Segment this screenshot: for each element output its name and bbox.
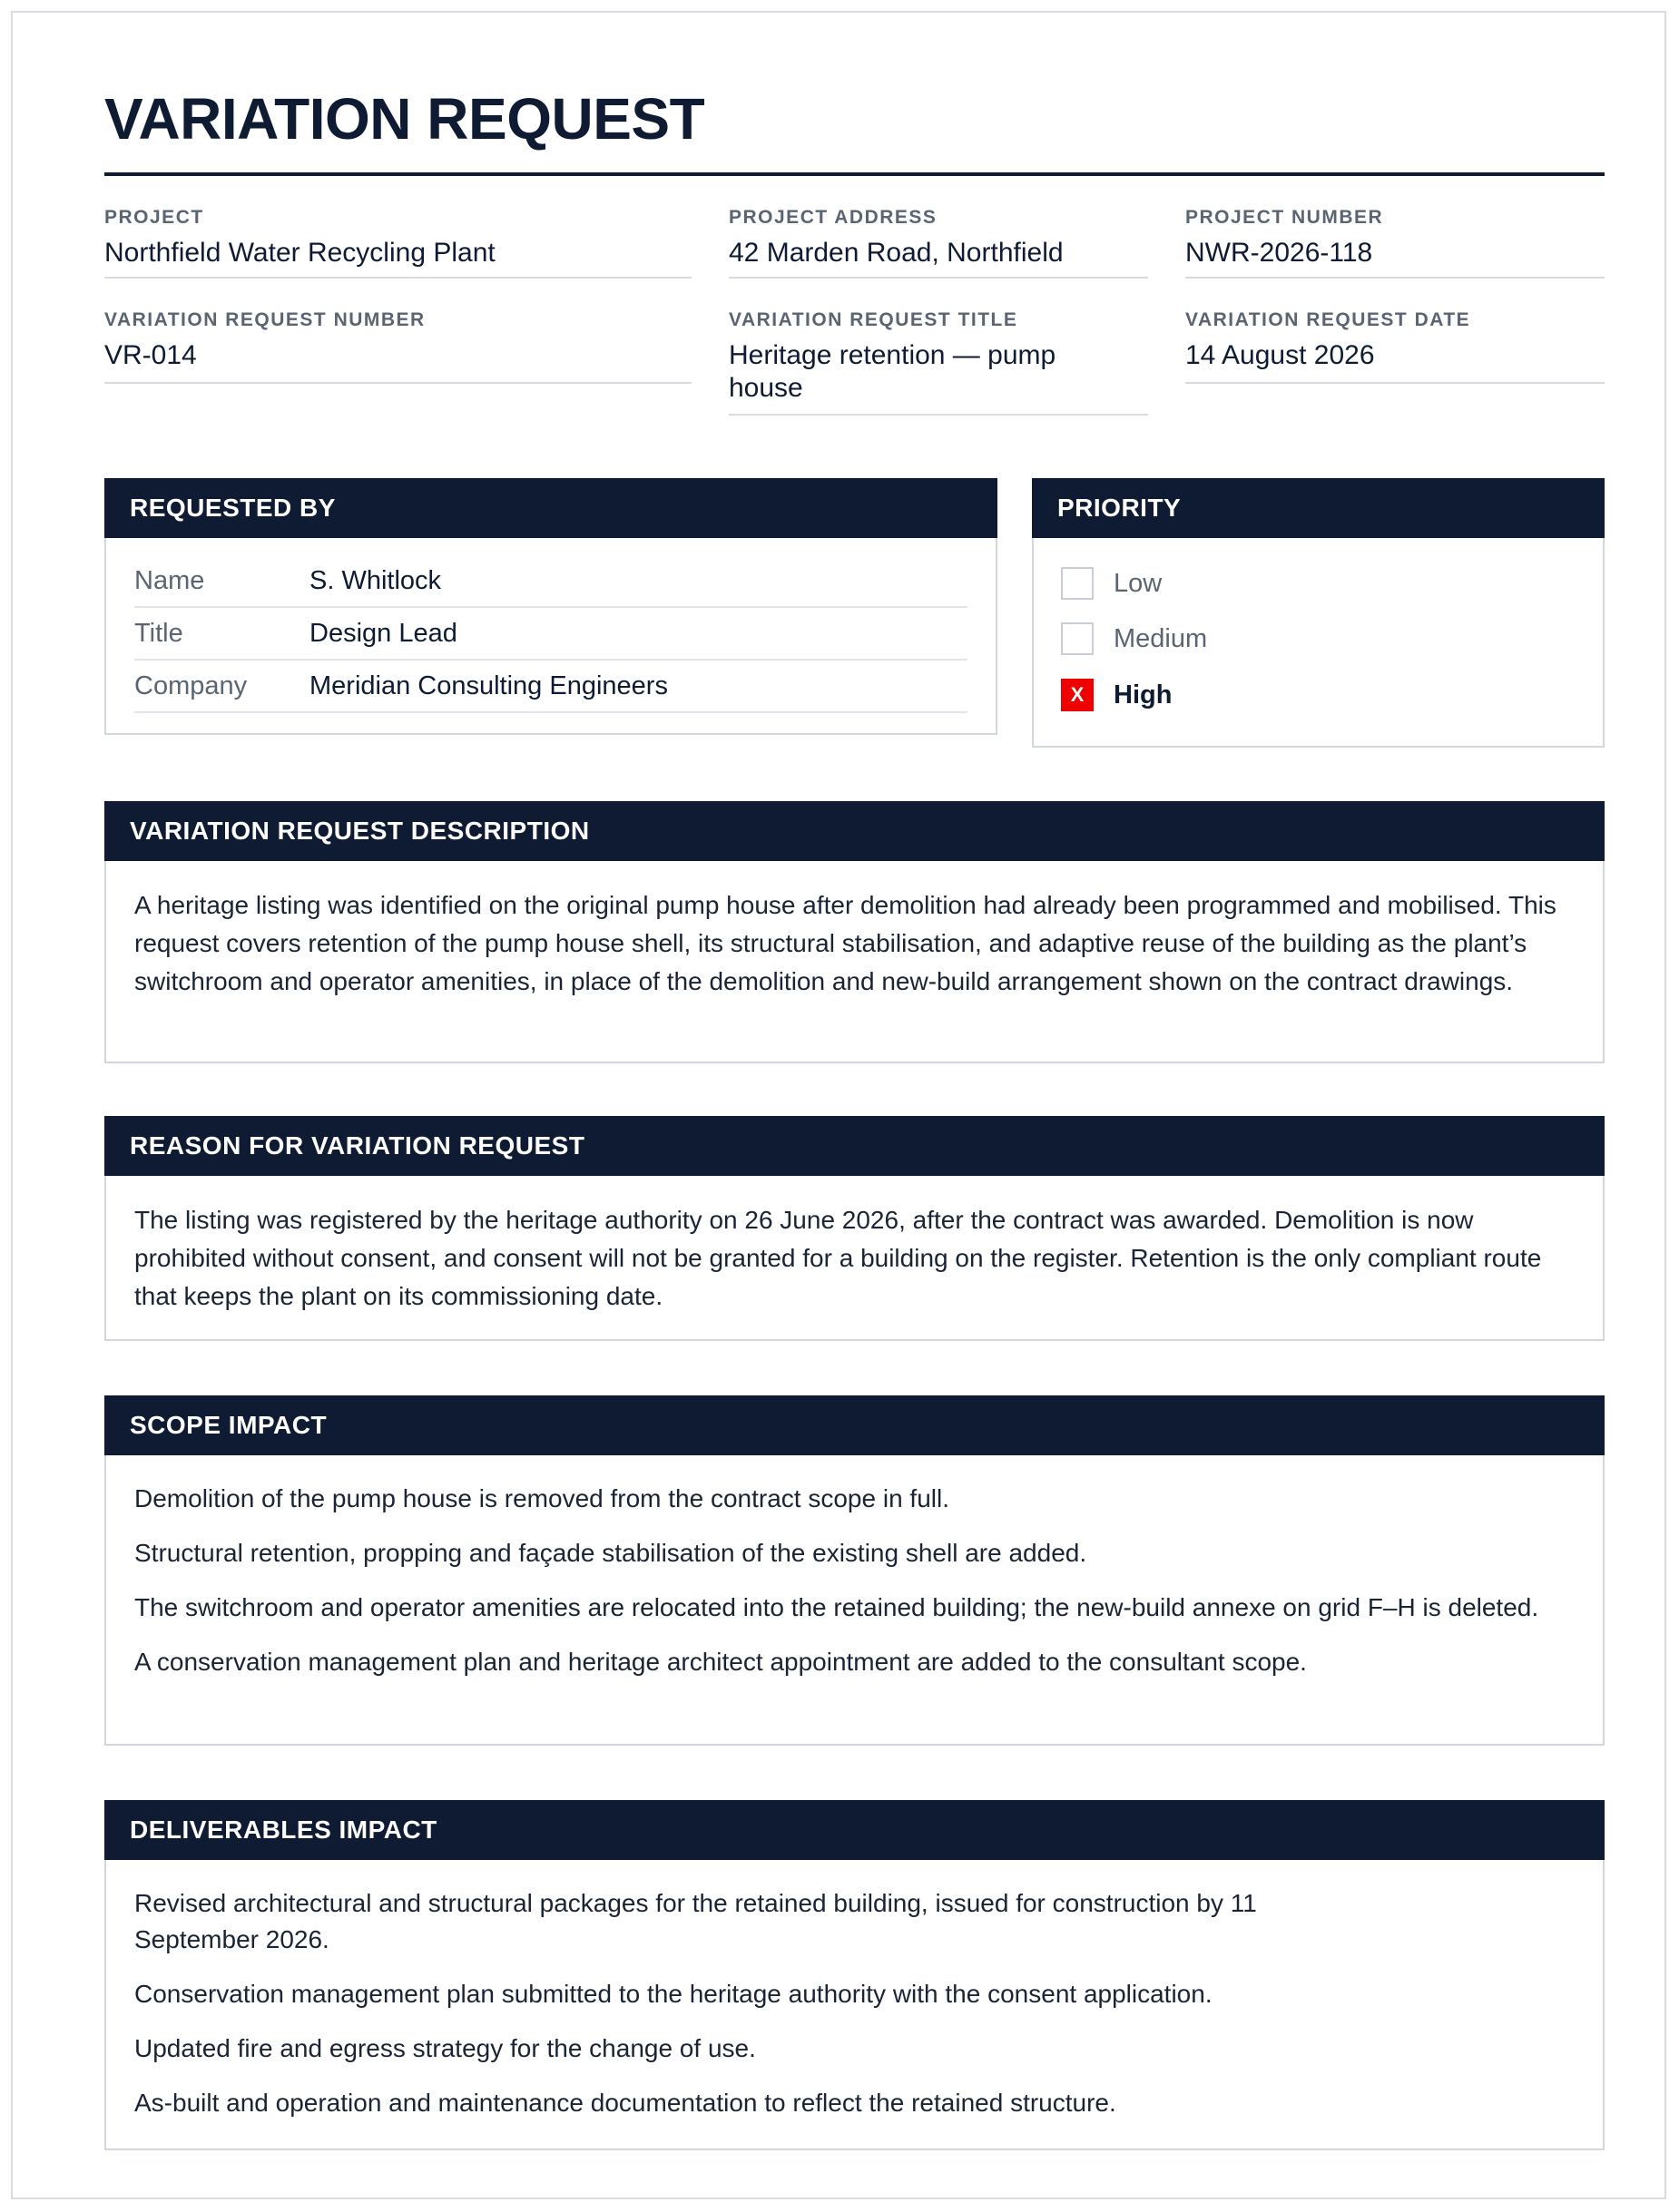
- requested-by-row-company: [134, 661, 967, 713]
- field-underline: [1185, 382, 1605, 384]
- field-value[interactable]: VR-014: [104, 340, 197, 370]
- priority-option-low[interactable]: [1061, 565, 1162, 602]
- document-sheet: [11, 11, 1666, 2199]
- deliverables-impact-heading: DELIVERABLES IMPACT: [104, 1800, 1605, 1860]
- field-label: PROJECT ADDRESS: [729, 207, 938, 228]
- field-underline: [104, 382, 692, 384]
- priority-label-low: Low: [1114, 568, 1163, 598]
- field-underline: [729, 414, 1148, 416]
- field-underline: [1185, 277, 1605, 279]
- field-project-address: [729, 206, 1148, 279]
- document-title: VARIATION REQUEST: [104, 86, 705, 152]
- list-item: As-built and operation and maintenance documentation to reflect the retained structure.: [134, 2089, 1116, 2117]
- requested-by-row-name: [134, 555, 967, 608]
- field-label: VARIATION REQUEST DATE: [1185, 309, 1471, 330]
- requested-by-panel: [104, 478, 997, 735]
- priority-option-high[interactable]: [1061, 677, 1172, 713]
- description-text: A heritage listing was identified on the original pump house after demolition had already been programmed and mobilised. This request covers retention of the pump house shell, its structural stabilisation, and adaptive reuse of the building as the plant’s switchroom and operator amenities, in place of the demolition and new-build arrangement shown on the contract drawings.: [134, 891, 1556, 995]
- priority-panel: [1032, 478, 1605, 748]
- field-value[interactable]: 14 August 2026: [1185, 340, 1375, 370]
- field-label: VARIATION REQUEST NUMBER: [104, 309, 426, 330]
- checkbox-low[interactable]: [1061, 567, 1094, 600]
- field-value[interactable]: 42 Marden Road, Northfield: [729, 238, 1064, 268]
- field-value[interactable]: NWR-2026-118: [1185, 238, 1373, 268]
- requested-by-heading: REQUESTED BY: [104, 478, 997, 538]
- list-item: Conservation management plan submitted to the heritage authority with the consent application.: [134, 1980, 1213, 2008]
- priority-label-high: High: [1114, 680, 1173, 710]
- field-underline: [104, 277, 692, 279]
- reason-heading: REASON FOR VARIATION REQUEST: [104, 1116, 1605, 1176]
- deliverables-impact-list: [134, 1885, 1367, 2139]
- checkbox-medium[interactable]: [1061, 622, 1094, 655]
- field-project-number: [1185, 206, 1605, 279]
- list-item: Revised architectural and structural packages for the retained building, issued for construction by 11 September 2026.: [134, 1889, 1257, 1953]
- field-label: PROJECT NUMBER: [1185, 207, 1384, 228]
- row-value[interactable]: S. Whitlock: [309, 565, 442, 595]
- title-divider: [104, 172, 1605, 176]
- reason-panel: [104, 1116, 1605, 1341]
- scope-impact-heading: SCOPE IMPACT: [104, 1395, 1605, 1455]
- requested-by-row-title: [134, 608, 967, 661]
- priority-label-medium: Medium: [1114, 623, 1208, 653]
- field-label: VARIATION REQUEST TITLE: [729, 309, 1018, 330]
- priority-heading: PRIORITY: [1032, 478, 1605, 538]
- checkbox-high[interactable]: X: [1061, 679, 1094, 711]
- scope-impact-panel: [104, 1395, 1605, 1746]
- field-value[interactable]: Heritage retention — pump house: [729, 340, 1056, 403]
- field-underline: [729, 277, 1148, 279]
- reason-text: The listing was registered by the heritage authority on 26 June 2026, after the contract was awarded. Demolition is now prohibited without consent, and consent will not be granted for a building on the register. Retention is the only compliant route that keeps the plant on its commissioning date.: [134, 1206, 1542, 1310]
- scope-impact-list: [134, 1481, 1575, 1698]
- requested-by-table: [134, 555, 967, 713]
- field-label: PROJECT: [104, 207, 204, 228]
- list-item: Structural retention, propping and façade stabilisation of the existing shell are added.: [134, 1539, 1087, 1567]
- field-vr-date: [1185, 308, 1605, 385]
- field-vr-title: [729, 308, 1148, 416]
- list-item: Demolition of the pump house is removed from the contract scope in full.: [134, 1484, 949, 1512]
- row-key: Name: [134, 565, 205, 595]
- field-project: [104, 206, 692, 279]
- priority-option-medium[interactable]: [1061, 621, 1207, 657]
- field-vr-number: [104, 308, 692, 385]
- deliverables-impact-panel: [104, 1800, 1605, 2150]
- list-item: Updated fire and egress strategy for the change of use.: [134, 2034, 756, 2062]
- row-key: Company: [134, 670, 248, 700]
- list-item: A conservation management plan and heritage architect appointment are added to the consultant scope.: [134, 1648, 1307, 1676]
- description-heading: VARIATION REQUEST DESCRIPTION: [104, 801, 1605, 861]
- list-item: The switchroom and operator amenities are relocated into the retained building; the new-build annexe on grid F–H is deleted.: [134, 1593, 1539, 1621]
- row-value[interactable]: Meridian Consulting Engineers: [309, 670, 668, 700]
- description-panel: [104, 801, 1605, 1063]
- row-key: Title: [134, 618, 183, 648]
- field-value[interactable]: Northfield Water Recycling Plant: [104, 238, 496, 268]
- row-value[interactable]: Design Lead: [309, 618, 457, 648]
